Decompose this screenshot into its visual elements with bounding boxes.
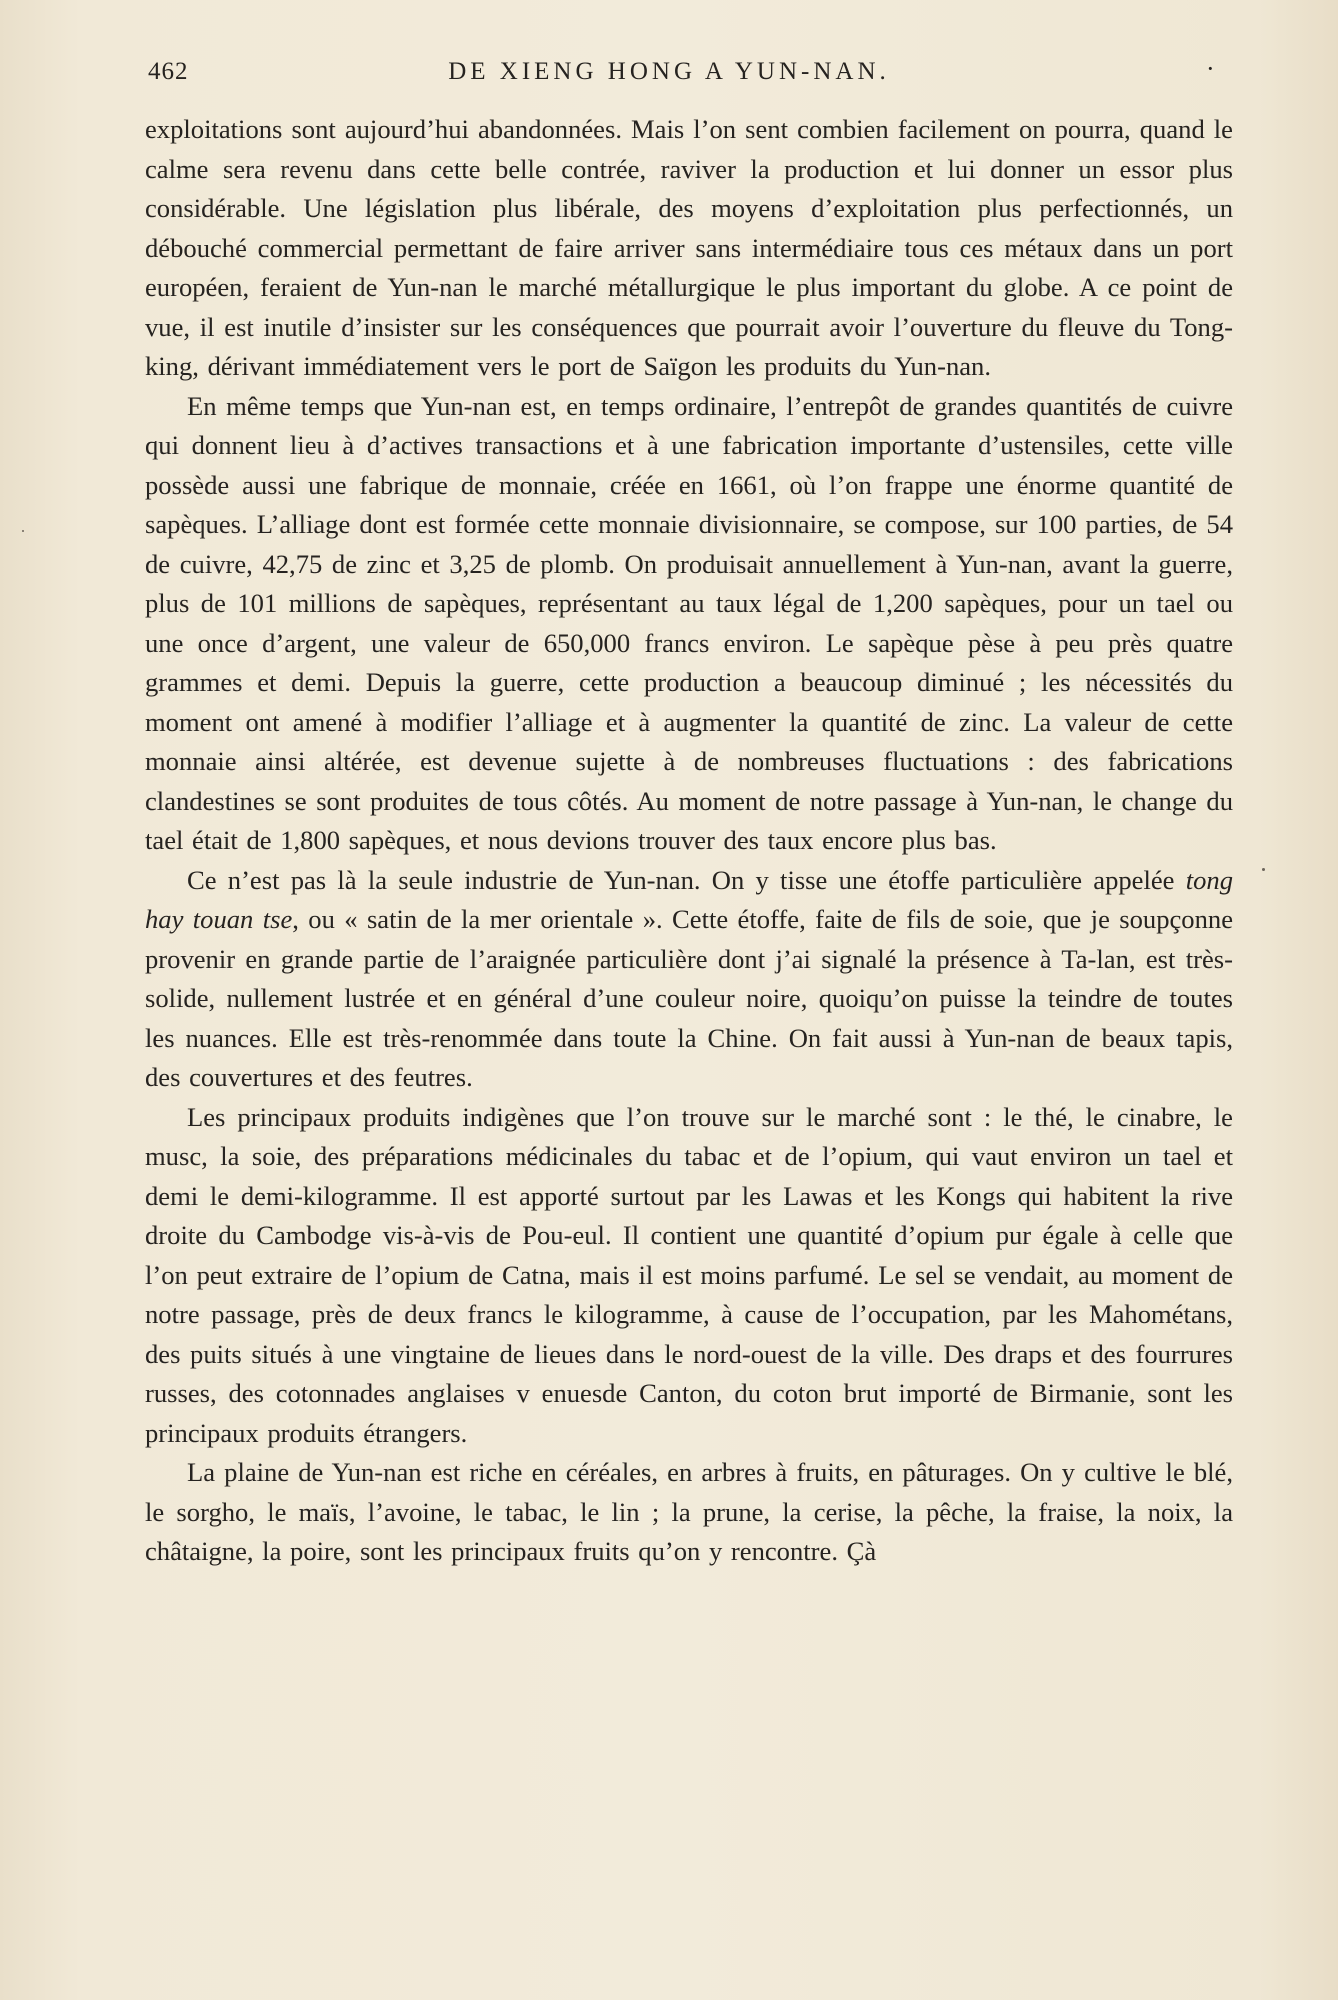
- paper-speck: [1262, 868, 1265, 871]
- body-text: [145, 110, 1233, 1572]
- paper-speck: [22, 530, 24, 532]
- paragraph-silk-industry: [145, 861, 1233, 1098]
- paragraph-market-products: Les principaux produits indigènes que l’on trouve sur le marché sont : le thé, le cinabre, le musc, la soie, des préparations médicinales du tabac et de l’opium, qui vaut environ un tael et demi le demi-kilogramme. Il est apporté surtout par les Lawas et les Kongs qui habitent la rive droite du Cambodge vis-à-vis de Pou-eul. Il contient une quantité d’opium pur égale à celle que l’on peut extraire de l’opium de Catna, mais il est moins parfumé. Le sel se vendait, au moment de notre passage, près de deux francs le kilogramme, à cause de l’occupation, par les Mahométans, des puits situés à une vingtaine de lieues dans le nord-ouest de la ville. Des draps et des fourrures russes, des cotonnades anglaises v enuesde Canton, du coton brut importé de Birmanie, sont les principaux produits étrangers.: [145, 1101, 1233, 1448]
- header-dot: ·: [1206, 54, 1215, 83]
- silk-text-after: , ou « satin de la mer orientale ». Cette étoffe, faite de fils de soie, que je soupçonne provenir en grande partie de l’araignée particulière dont j’ai signalé la présence à Ta-lan, est très-solide, nullement lustrée et en général d’une couleur noire, quoiqu’on puisse la teindre de toutes les nuances. Elle est très-renommée dans toute la Chine. On fait aussi à Yun-nan de beaux tapis, des couvertures et des feutres.: [145, 904, 1233, 1092]
- silk-name-italic: tong hay touan tse: [145, 864, 1233, 934]
- paragraph-copper-coinage: En même temps que Yun-nan est, en temps ordinaire, l’entrepôt de grandes quantités de cuivre qui donnent lieu à d’actives transactions et à une fabrication importante d’ustensiles, cette ville possède aussi une fabrique de monnaie, créée en 1661, où l’on frappe une énorme quantité de sapèques. L’alliage dont est formée cette monnaie divisionnaire, se compose, sur 100 parties, de 54 de cuivre, 42,75 de zinc et 3,25 de plomb. On produisait annuellement à Yun-nan, avant la guerre, plus de 101 millions de sapèques, représentant au taux légal de 1,200 sapèques, pour un tael ou une once d’argent, une valeur de 650,000 francs environ. Le sapèque pèse à peu près quatre grammes et demi. Depuis la guerre, cette production a beaucoup diminué ; les nécessités du moment ont amené à modifier l’alliage et à augmenter la quantité de zinc. La valeur de cette monnaie ainsi altérée, est devenue sujette à de nombreuses fluctuations : des fabrications clandestines se sont produites de tous côtés. Au moment de notre passage à Yun-nan, le change du tael était de 1,800 sapèques, et nous devions trouver des taux encore plus bas.: [145, 390, 1233, 855]
- paragraph-continuation: exploitations sont aujourd’hui abandonnées. Mais l’on sent combien facilement on pourra, quand le calme sera revenu dans cette belle contrée, raviver la production et lui donner un essor plus considérable. Une législation plus libérale, des moyens d’exploitation plus perfectionnés, un débouché commercial permettant de faire arriver sans intermédiaire tous ces métaux dans un port européen, feraient de Yun-nan le marché métallurgique le plus important du globe. A ce point de vue, il est inutile d’insister sur les conséquences que pourrait avoir l’ouverture du fleuve du Tong-king, dérivant immédiatement vers le port de Saïgon les produits du Yun-nan.: [145, 114, 1233, 381]
- silk-text-before: Ce n’est pas là la seule industrie de Yun-nan. On y tisse une étoffe particulière appelée: [187, 864, 1186, 895]
- page-number: 462: [148, 58, 189, 85]
- running-head: [0, 54, 1338, 98]
- running-title: DE XIENG HONG A YUN-NAN.: [448, 58, 890, 85]
- paragraph-plain-agriculture: La plaine de Yun-nan est riche en céréales, en arbres à fruits, en pâturages. On y cultive le blé, le sorgho, le maïs, l’avoine, le tabac, le lin ; la prune, la cerise, la pêche, la fraise, la noix, la châtaigne, la poire, sont les principaux fruits qu’on y rencontre. Çà: [145, 1457, 1233, 1566]
